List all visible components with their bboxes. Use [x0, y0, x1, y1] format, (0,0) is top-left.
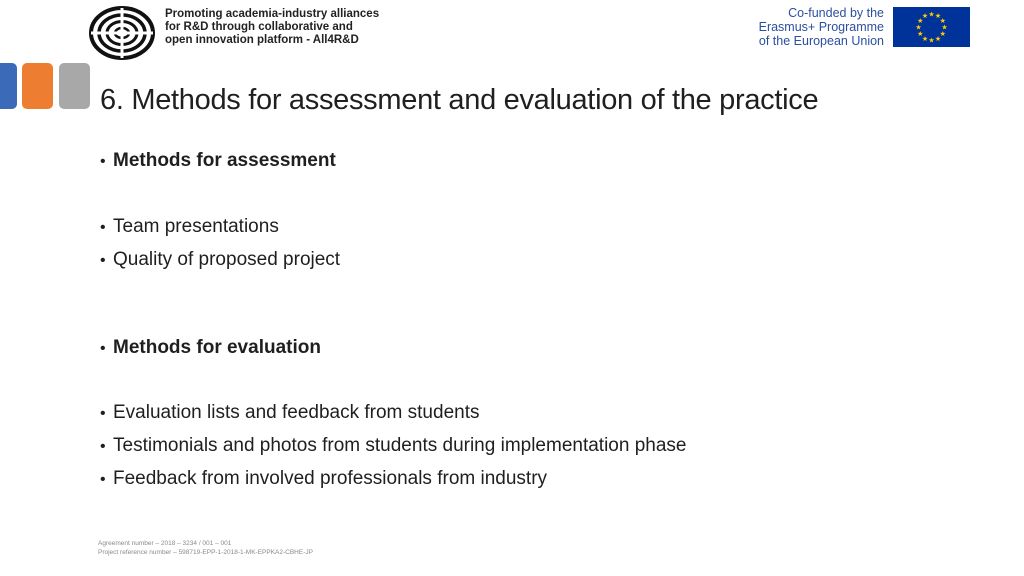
- eu-star-icon: ★: [928, 37, 935, 45]
- agreement-number: Agreement number – 2018 – 3234 / 001 – 001: [98, 540, 232, 547]
- eu-star-icon: ★: [939, 31, 946, 38]
- eu-star-icon: ★: [921, 35, 929, 43]
- project-reference: Project reference number – 598719-EPP-1-2018-1-MK-EPPKA2-CBHE-JP: [98, 549, 313, 556]
- eu-star-icon: ★: [917, 31, 924, 38]
- eu-star-icon: ★: [928, 11, 935, 19]
- decorative-square-gray: [59, 63, 90, 109]
- project-name: [165, 8, 379, 47]
- eu-text-line: Co-funded by the: [788, 6, 884, 20]
- bullet-text: Team presentations: [113, 216, 279, 237]
- project-name-line: Promoting academia-industry alliances: [165, 8, 380, 20]
- project-name-line: for R&D through collaborative and: [165, 21, 353, 33]
- eu-text-line: of the European Union: [758, 34, 884, 48]
- bullet-text: Quality of proposed project: [113, 249, 341, 270]
- eu-star-icon: ★: [921, 13, 929, 21]
- bullet-text: Methods for evaluation: [113, 337, 321, 358]
- eu-star-icon: ★: [941, 24, 948, 32]
- bullet-dot: •: [100, 219, 106, 236]
- bullet-dot: •: [100, 153, 106, 170]
- bullet-text: Methods for assessment: [113, 150, 336, 171]
- slide-title: 6. Methods for assessment and evaluation of the practice: [100, 84, 819, 116]
- bullet-item: [100, 249, 340, 271]
- bullet-item: [100, 150, 336, 172]
- bullet-item: [100, 435, 687, 457]
- bullet-dot: •: [100, 438, 106, 455]
- footer: [98, 539, 313, 557]
- eu-star-icon: ★: [915, 24, 922, 32]
- project-name-line: open innovation platform - All4R&D: [165, 34, 359, 46]
- bullet-text: Testimonials and photos from students during implementation phase: [113, 435, 687, 456]
- decorative-square-orange: [22, 63, 53, 109]
- eu-cofunding-text: [759, 6, 884, 48]
- bullet-item: [100, 337, 321, 359]
- bullet-text: Feedback from involved professionals from industry: [113, 468, 548, 489]
- bullet-dot: •: [100, 340, 106, 357]
- bullet-dot: •: [100, 471, 106, 488]
- bullet-item: [100, 468, 547, 490]
- eu-star-icon: ★: [934, 13, 942, 21]
- decorative-square-blue: [0, 63, 17, 109]
- eu-flag-icon: [893, 7, 970, 47]
- eu-star-icon: ★: [934, 35, 942, 43]
- bullet-item: [100, 216, 279, 238]
- bullet-dot: •: [100, 405, 106, 422]
- eu-text-line: Erasmus+ Programme: [758, 20, 884, 34]
- eu-star-icon: ★: [917, 18, 924, 25]
- project-logo: [88, 5, 156, 61]
- bullet-text: Evaluation lists and feedback from students: [113, 402, 480, 423]
- bullet-item: [100, 402, 479, 424]
- bullet-dot: •: [100, 252, 106, 269]
- eu-star-icon: ★: [939, 18, 946, 25]
